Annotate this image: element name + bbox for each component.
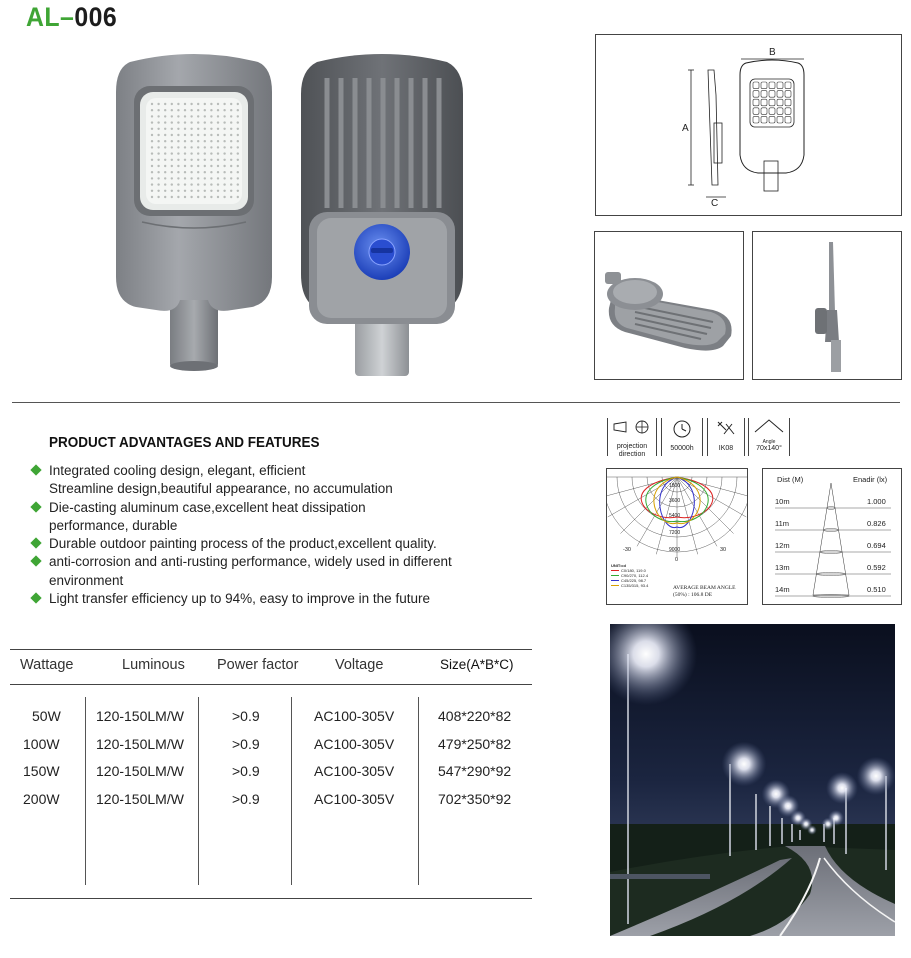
feature-line: environment bbox=[49, 572, 124, 588]
illum-value: 0.592 bbox=[867, 563, 886, 572]
illuminance-table bbox=[762, 468, 902, 605]
spec-cell: AC100-305V bbox=[314, 763, 395, 779]
spec-header-cell: Power factor bbox=[217, 657, 299, 673]
lamp-back-photo bbox=[297, 52, 467, 380]
lamp-side-photo bbox=[752, 231, 902, 380]
spec-cell: 120-150LM/W bbox=[96, 790, 184, 807]
angle-top-label: Angle bbox=[762, 439, 776, 445]
legend-swatch bbox=[611, 585, 619, 586]
illum-value: 0.510 bbox=[867, 585, 886, 594]
legend-swatch bbox=[611, 570, 619, 571]
product-title bbox=[26, 2, 117, 33]
beam-angle-icon bbox=[749, 418, 789, 434]
illum-col1: Dist (M) bbox=[777, 475, 804, 484]
feature-line: Integrated cooling design, elegant, efficient bbox=[49, 463, 306, 478]
light-distribution-chart bbox=[606, 468, 748, 605]
illum-distance: 13m bbox=[775, 563, 790, 572]
spec-table-bottom bbox=[10, 898, 532, 899]
illum-distance: 14m bbox=[775, 585, 790, 594]
bullet-diamond-icon bbox=[30, 556, 41, 567]
bullet-diamond-icon bbox=[30, 592, 41, 603]
spec-col-divider-1 bbox=[85, 697, 86, 885]
legend-swatch bbox=[611, 575, 619, 576]
bullet-diamond-icon bbox=[30, 501, 41, 512]
lifespan-icon-box bbox=[661, 418, 703, 456]
feature-item bbox=[30, 499, 470, 536]
feature-item bbox=[30, 553, 470, 590]
ik-rating-icon bbox=[708, 418, 744, 440]
beam-text-1: AVERAGE BEAM ANGLE bbox=[673, 585, 736, 591]
beam-text-2: (50%) : 106.8 DE bbox=[673, 592, 713, 598]
bullet-diamond-icon bbox=[30, 464, 41, 475]
polar-legend-row bbox=[611, 583, 648, 588]
lamp-front-photo bbox=[112, 52, 277, 374]
illum-value: 0.694 bbox=[867, 541, 886, 550]
illum-value: 0.826 bbox=[867, 519, 886, 528]
spec-col-divider-4 bbox=[418, 697, 419, 885]
ik-label: IK08 bbox=[718, 445, 734, 452]
polar-angle-neg30: -30 bbox=[623, 547, 631, 553]
beam-angle-text bbox=[673, 585, 736, 599]
spec-cell: 120-150LM/W bbox=[96, 735, 184, 752]
spec-cell: AC100-305V bbox=[314, 790, 395, 807]
feature-line: performance, durable bbox=[49, 517, 178, 533]
dimension-label-c: C bbox=[711, 198, 719, 209]
spec-header-cell: Wattage bbox=[20, 657, 74, 673]
spec-cell: 100W bbox=[23, 735, 60, 752]
title-number: 006 bbox=[74, 2, 118, 32]
polar-tick-7200: 7200 bbox=[669, 530, 681, 536]
lifespan-clock-icon bbox=[662, 418, 702, 440]
spec-cell: 120-150LM/W bbox=[96, 708, 184, 724]
illum-distance: 12m bbox=[775, 541, 790, 550]
angle-icon-box bbox=[748, 418, 790, 456]
legend-label: C45/225, 98.7 bbox=[621, 578, 647, 583]
feature-line: Light transfer efficiency up to 94%, easy to improve in the future bbox=[49, 591, 430, 607]
polar-tick-1800: 1800 bbox=[669, 483, 681, 489]
legend-label: C135/315, 93.4 bbox=[621, 583, 649, 588]
features-heading: PRODUCT ADVANTAGES AND FEATURES bbox=[49, 434, 320, 451]
spec-cell: AC100-305V bbox=[314, 735, 395, 752]
spec-cell: 150W bbox=[23, 763, 60, 779]
title-prefix: AL bbox=[26, 2, 61, 32]
title-dash: – bbox=[60, 2, 75, 32]
spec-cell: 50W bbox=[32, 708, 61, 724]
ik-icon-box bbox=[707, 418, 745, 456]
spec-cell: 120-150LM/W bbox=[96, 763, 184, 779]
projection-direction-icon bbox=[608, 418, 656, 438]
illum-distance: 10m bbox=[775, 497, 790, 506]
feature-line: Durable outdoor painting process of the product,excellent quality. bbox=[49, 536, 437, 552]
feature-item bbox=[30, 590, 470, 608]
projection-label: projection direction bbox=[616, 443, 648, 458]
spec-cell: >0.9 bbox=[232, 735, 260, 752]
spec-col-divider-2 bbox=[198, 697, 199, 885]
dimension-label-a: A bbox=[682, 123, 689, 134]
spec-cell: 547*290*92 bbox=[438, 763, 512, 779]
features-list bbox=[30, 462, 470, 608]
illum-value: 1.000 bbox=[867, 497, 886, 506]
spec-header-cell: Size(A*B*C) bbox=[440, 657, 514, 672]
spec-cell: 479*250*82 bbox=[438, 735, 512, 752]
spec-table-top bbox=[10, 649, 532, 650]
feature-line: Die-casting aluminum case,excellent heat dissipation bbox=[49, 499, 366, 515]
spec-cell: >0.9 bbox=[232, 763, 260, 779]
feature-line: anti-corrosion and anti-rusting performance, widely used in different bbox=[49, 554, 452, 570]
illum-distance: 11m bbox=[775, 519, 790, 528]
dimension-diagram bbox=[595, 34, 902, 216]
dimension-label-b: B bbox=[769, 47, 776, 58]
spec-cell: 200W bbox=[23, 790, 60, 807]
spec-header-cell: Luminous bbox=[122, 657, 185, 673]
feature-item bbox=[30, 535, 470, 553]
lamp-angle-photo bbox=[594, 231, 744, 380]
bullet-diamond-icon bbox=[30, 538, 41, 549]
spec-cell: AC100-305V bbox=[314, 708, 395, 724]
spec-header-cell: Voltage bbox=[335, 657, 384, 673]
spec-cell: >0.9 bbox=[232, 790, 260, 807]
lifespan-label: 50000h bbox=[670, 445, 694, 452]
projection-icon-box bbox=[607, 418, 657, 456]
polar-angle-30: 30 bbox=[720, 547, 727, 553]
polar-legend-title: UNIT:cd bbox=[611, 563, 626, 568]
spec-table-header-rule bbox=[10, 684, 532, 685]
spec-cell: >0.9 bbox=[232, 708, 260, 724]
spec-cell: 702*350*92 bbox=[438, 790, 512, 807]
illum-col2: Enadir (lx) bbox=[853, 475, 888, 484]
street-light-photo bbox=[610, 624, 895, 936]
legend-label: C0/180, 119.0 bbox=[621, 568, 646, 573]
angle-label: 70x140° bbox=[756, 445, 782, 452]
polar-angle-0: 0 bbox=[675, 557, 679, 563]
legend-swatch bbox=[611, 580, 619, 581]
legend-label: C90/270, 112.4 bbox=[621, 573, 649, 578]
feature-item bbox=[30, 462, 470, 499]
feature-line: Streamline design,beautiful appearance, no accumulation bbox=[49, 481, 393, 497]
polar-tick-5400: 5400 bbox=[669, 513, 681, 519]
polar-legend bbox=[611, 563, 648, 588]
polar-tick-9000: 9000 bbox=[669, 547, 681, 553]
spec-cell: 408*220*82 bbox=[438, 708, 512, 724]
polar-tick-3600: 3600 bbox=[669, 498, 681, 504]
section-divider bbox=[12, 402, 900, 403]
spec-col-divider-3 bbox=[291, 697, 292, 885]
